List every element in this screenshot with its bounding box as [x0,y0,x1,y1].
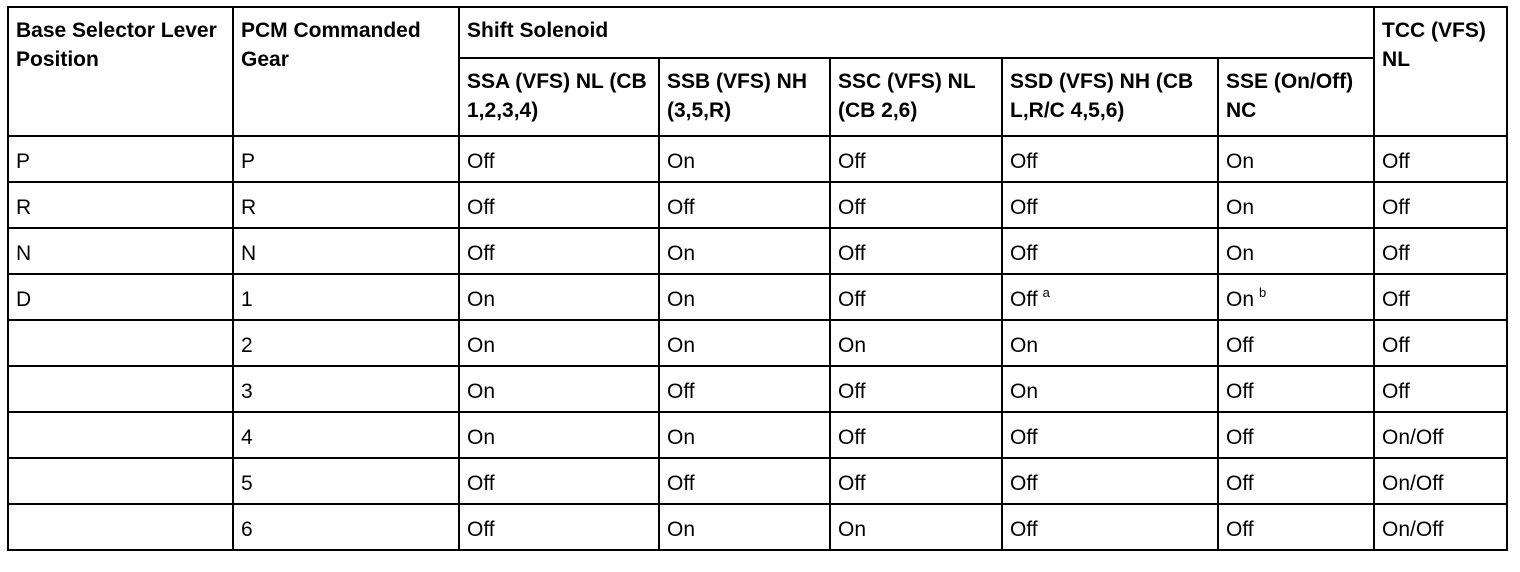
cell-ssb [659,458,830,504]
cell-ssd [1002,458,1218,504]
cell-sse [1218,182,1374,228]
cell-ssa-value: Off [467,518,495,541]
cell-gear [233,274,459,320]
cell-sse [1218,504,1374,550]
cell-ssa-value: On [467,334,496,357]
cell-gear-value: 4 [241,426,253,449]
cell-ssb-value: On [667,288,696,311]
cell-tcc [1374,182,1507,228]
cell-ssd [1002,228,1218,274]
cell-sse [1218,366,1374,412]
header-sse: SSE (On/Off) NC [1218,58,1374,136]
cell-ssa [459,366,659,412]
cell-lever-value: D [16,288,32,311]
cell-ssb-value: On [667,334,696,357]
cell-lever [8,182,233,228]
cell-tcc [1374,274,1507,320]
cell-lever-value: N [16,242,32,265]
header-ssc: SSC (VFS) NL (CB 2,6) [830,58,1002,136]
cell-ssc-value: Off [838,380,866,403]
cell-lever [8,228,233,274]
cell-ssa [459,136,659,182]
cell-sse-value: On [1226,242,1255,265]
cell-ssa-value: On [467,288,496,311]
cell-tcc-value: Off [1382,242,1410,265]
cell-ssd-value: Off [1010,472,1038,495]
cell-gear [233,504,459,550]
cell-ssc [830,412,1002,458]
cell-tcc-value: On/Off [1382,518,1444,541]
cell-sse-value: Off [1226,334,1254,357]
cell-ssd [1002,274,1218,320]
cell-tcc-value: Off [1382,288,1410,311]
cell-ssc [830,182,1002,228]
cell-gear-value: N [241,242,257,265]
cell-sse [1218,458,1374,504]
cell-ssd-value: Off [1010,518,1038,541]
cell-ssa-value: Off [467,472,495,495]
cell-tcc [1374,458,1507,504]
cell-tcc-value: On/Off [1382,472,1444,495]
cell-lever [8,136,233,182]
cell-sse-value: Off [1226,472,1254,495]
cell-ssc [830,274,1002,320]
cell-ssa-value: Off [467,150,495,173]
cell-lever [8,504,233,550]
cell-tcc [1374,320,1507,366]
table-row [8,412,1507,458]
cell-ssa [459,458,659,504]
cell-tcc [1374,228,1507,274]
cell-ssb [659,136,830,182]
header-ssd: SSD (VFS) NH (CB L,R/C 4,5,6) [1002,58,1218,136]
cell-ssb [659,182,830,228]
cell-ssd [1002,320,1218,366]
cell-ssa-value: Off [467,242,495,265]
cell-sse [1218,136,1374,182]
cell-lever [8,412,233,458]
cell-sse-value: Off [1226,380,1254,403]
cell-ssd-value: On [1010,380,1039,403]
cell-ssb-value: On [667,150,696,173]
table-row [8,136,1507,182]
cell-gear-value: R [241,196,257,219]
table-row [8,458,1507,504]
cell-ssb-value: On [667,242,696,265]
table-row [8,182,1507,228]
cell-ssc [830,320,1002,366]
cell-ssc [830,136,1002,182]
cell-ssb-value: Off [667,472,695,495]
cell-ssc-value: Off [838,426,866,449]
header-ssa: SSA (VFS) NL (CB 1,2,3,4) [459,58,659,136]
footnote-marker: a [1042,285,1050,300]
cell-ssb-value: On [667,426,696,449]
cell-gear-value: 3 [241,380,253,403]
cell-sse-value: On [1226,288,1255,311]
cell-sse-value: On [1226,196,1255,219]
cell-ssa-value: On [467,426,496,449]
table-body [8,136,1507,550]
cell-sse-value: Off [1226,426,1254,449]
cell-ssb [659,228,830,274]
cell-sse [1218,412,1374,458]
cell-ssc [830,458,1002,504]
cell-tcc-value: Off [1382,334,1410,357]
table-row [8,274,1507,320]
cell-ssd-value: Off [1010,196,1038,219]
table-row [8,320,1507,366]
cell-tcc [1374,504,1507,550]
footnote-marker: b [1259,285,1267,300]
solenoid-table-container [7,6,1508,551]
solenoid-table [7,6,1508,551]
cell-ssa [459,320,659,366]
cell-ssb [659,504,830,550]
cell-ssb [659,366,830,412]
cell-ssd-value: Off [1010,150,1038,173]
cell-ssb-value: On [667,518,696,541]
cell-ssc-value: On [838,518,867,541]
table-row [8,228,1507,274]
cell-ssb [659,412,830,458]
cell-ssd [1002,136,1218,182]
cell-ssa [459,504,659,550]
cell-gear-value: 5 [241,472,253,495]
cell-sse [1218,274,1374,320]
cell-tcc [1374,136,1507,182]
cell-gear-value: 6 [241,518,253,541]
header-commanded-gear: PCM Commanded Gear [233,7,459,136]
cell-gear [233,228,459,274]
cell-ssc [830,228,1002,274]
cell-tcc-value: Off [1382,150,1410,173]
cell-ssa [459,412,659,458]
cell-gear [233,182,459,228]
cell-ssc [830,504,1002,550]
cell-tcc [1374,366,1507,412]
cell-gear [233,136,459,182]
cell-sse-value: Off [1226,518,1254,541]
cell-ssd-value: On [1010,334,1039,357]
cell-gear [233,366,459,412]
cell-gear-value: 1 [241,288,253,311]
cell-ssd-value: Off [1010,288,1038,311]
cell-sse-value: On [1226,150,1255,173]
cell-lever-value: P [16,150,31,173]
cell-ssc-value: Off [838,242,866,265]
cell-ssb-value: Off [667,196,695,219]
cell-lever [8,274,233,320]
table-row [8,366,1507,412]
cell-ssd [1002,182,1218,228]
cell-ssa [459,228,659,274]
cell-sse [1218,228,1374,274]
cell-ssa-value: On [467,380,496,403]
cell-ssd-value: Off [1010,426,1038,449]
header-ssb: SSB (VFS) NH (3,5,R) [659,58,830,136]
header-shift-solenoid: Shift Solenoid [459,7,1374,58]
cell-tcc-value: Off [1382,380,1410,403]
cell-gear-value: P [241,150,256,173]
cell-sse [1218,320,1374,366]
cell-ssd [1002,366,1218,412]
cell-lever-value: R [16,196,32,219]
cell-ssb-value: Off [667,380,695,403]
cell-tcc-value: On/Off [1382,426,1444,449]
cell-lever [8,366,233,412]
cell-tcc [1374,412,1507,458]
header-tcc: TCC (VFS) NL [1374,7,1507,136]
cell-ssd [1002,412,1218,458]
cell-ssd-value: Off [1010,242,1038,265]
cell-lever [8,320,233,366]
header-lever-position: Base Selector Lever Position [8,7,233,136]
cell-ssc-value: Off [838,472,866,495]
table-row [8,504,1507,550]
cell-ssa [459,182,659,228]
cell-gear [233,412,459,458]
cell-ssc-value: Off [838,288,866,311]
cell-ssc-value: On [838,334,867,357]
cell-ssc-value: Off [838,150,866,173]
cell-gear [233,458,459,504]
cell-lever [8,458,233,504]
cell-ssb [659,274,830,320]
cell-ssc [830,366,1002,412]
cell-tcc-value: Off [1382,196,1410,219]
cell-ssa-value: Off [467,196,495,219]
cell-gear [233,320,459,366]
cell-ssa [459,274,659,320]
cell-ssd [1002,504,1218,550]
cell-gear-value: 2 [241,334,253,357]
cell-ssb [659,320,830,366]
cell-ssc-value: Off [838,196,866,219]
